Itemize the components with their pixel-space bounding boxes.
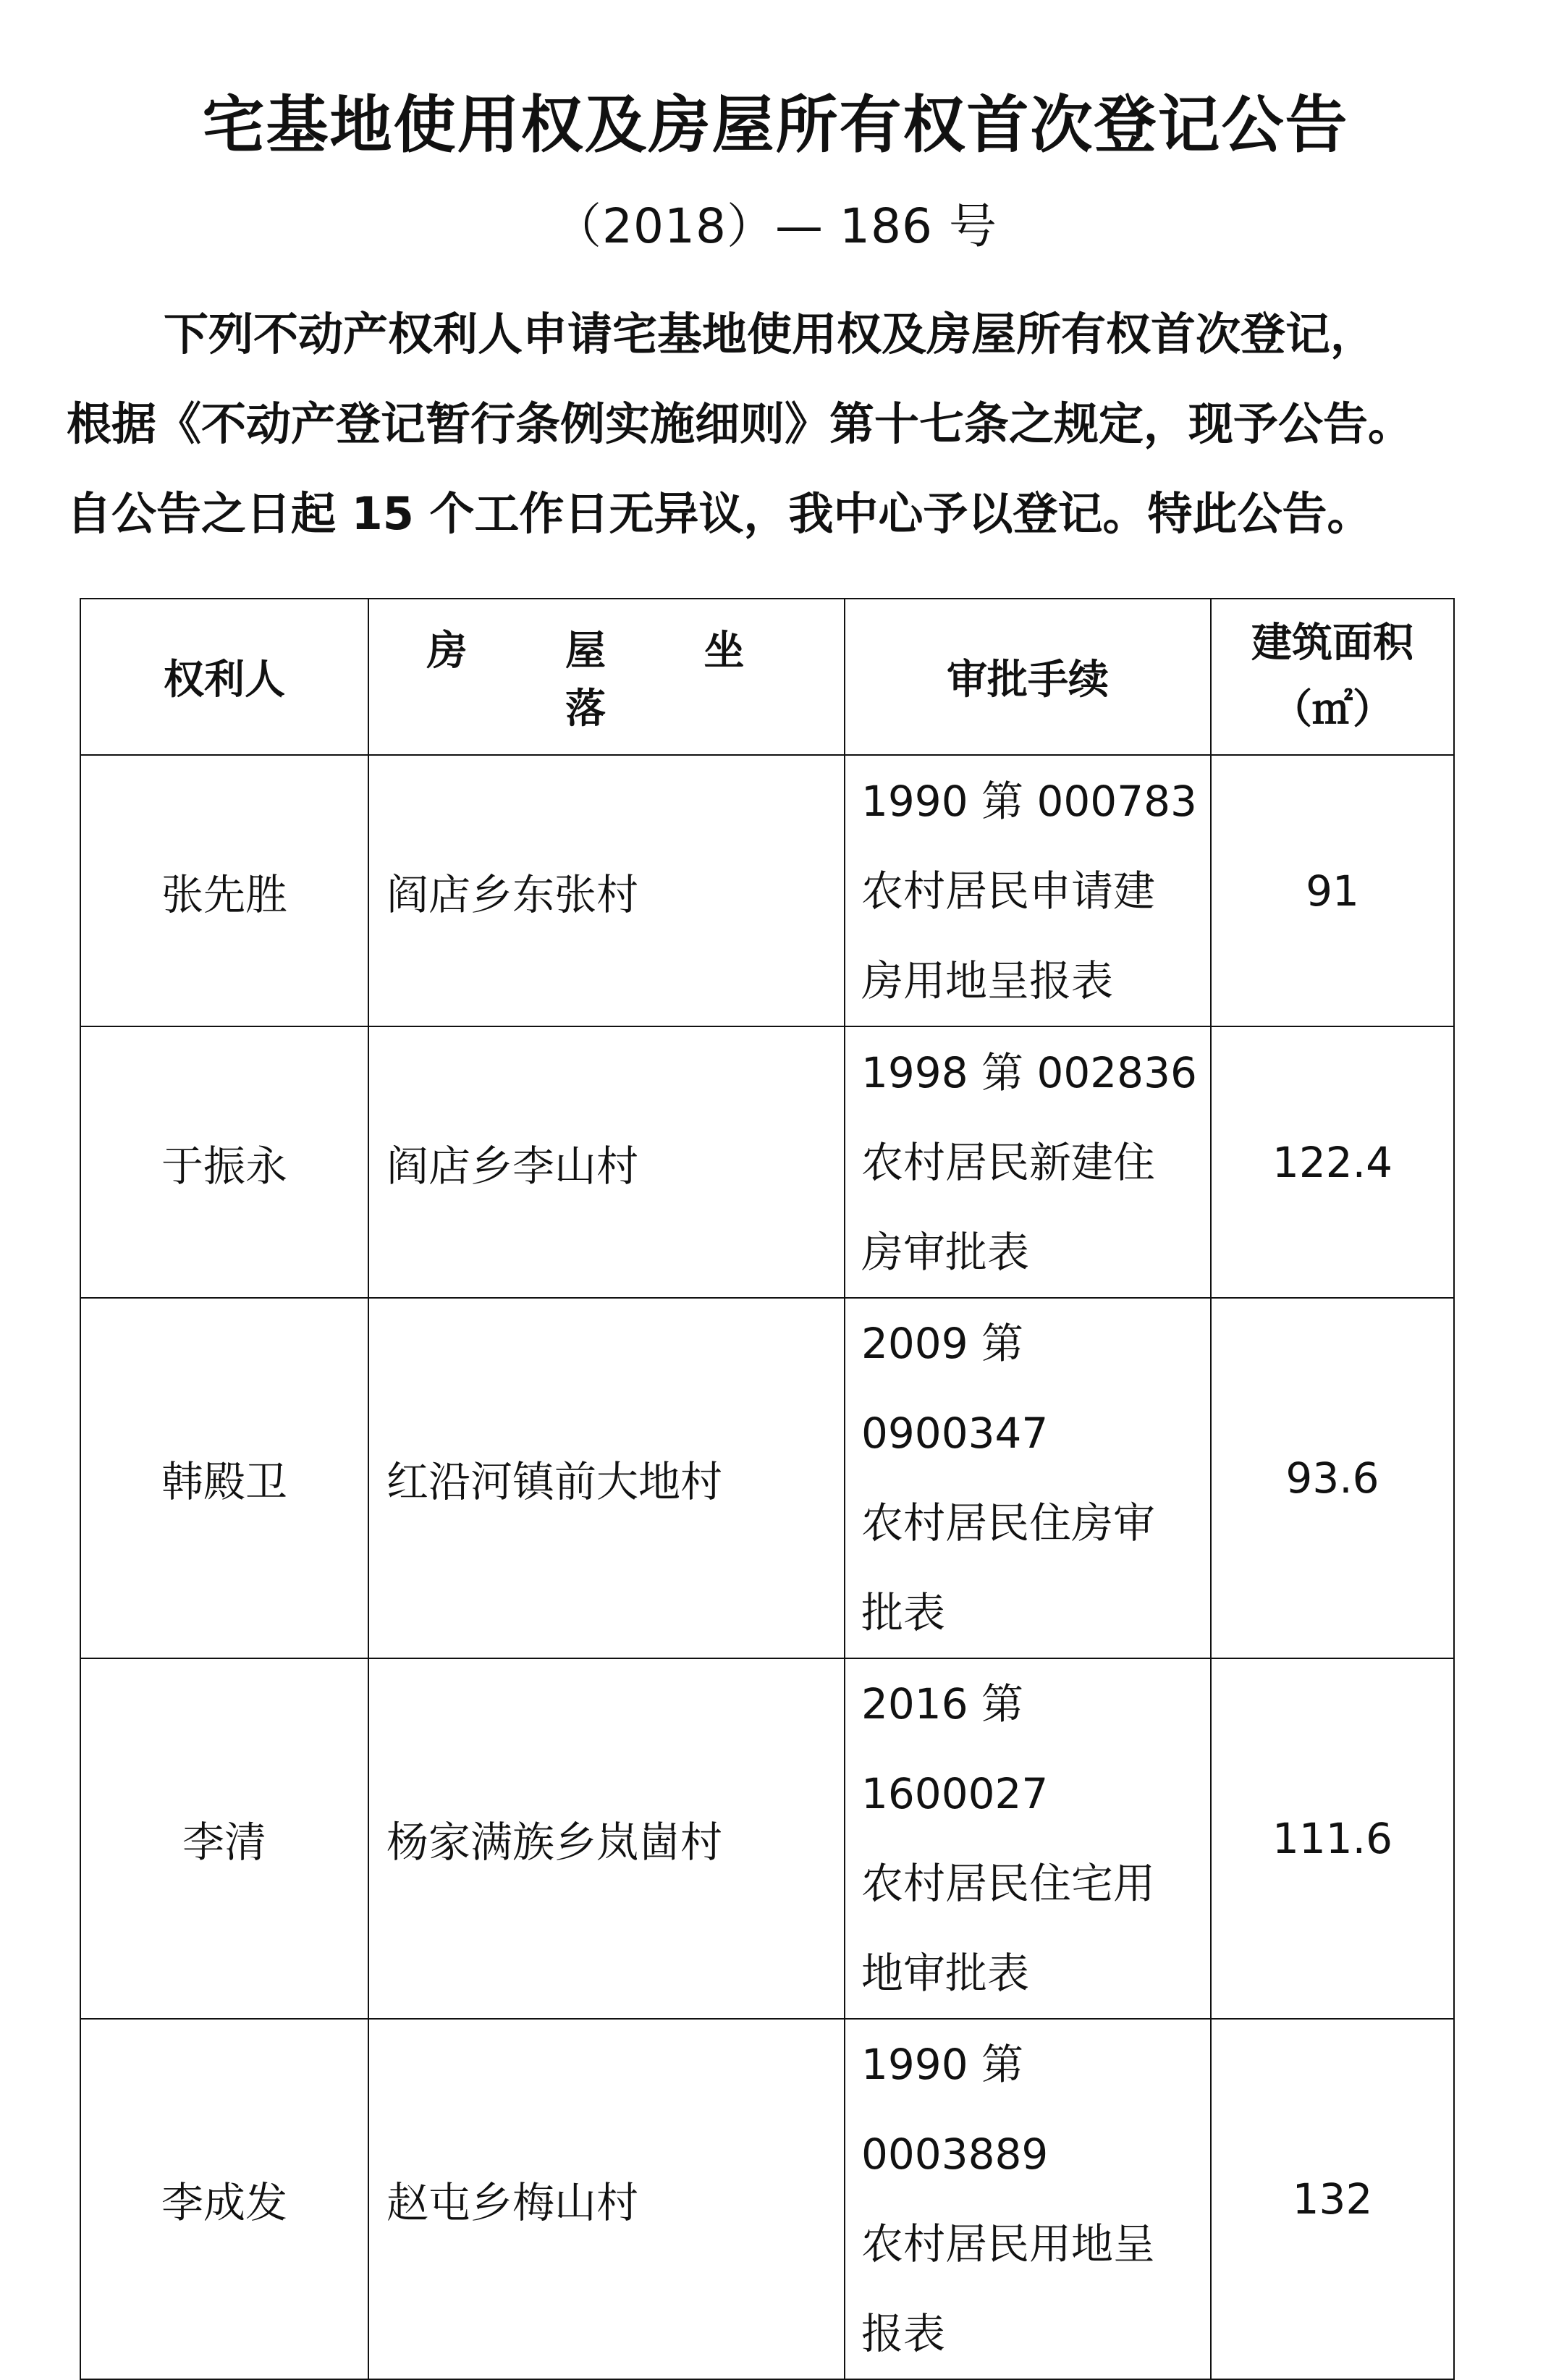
approval-line: 农村居民住宅用 [861, 1859, 1156, 1908]
cell-approval [845, 1658, 1211, 2019]
announcement-body [67, 290, 1485, 559]
cell-area: 111.6 [1211, 1658, 1454, 2019]
header-address-label: 房 屋 坐 落 [426, 628, 787, 733]
approval-line: 1990 第 000783 [861, 776, 1197, 826]
approval-line: 2016 第 1600027 [861, 1679, 1049, 1818]
body-line: 根据《不动产登记暂行条例实施细则》第十七条之规定，现予公告。 [67, 397, 1413, 450]
cell-area: 93.6 [1211, 1298, 1454, 1658]
body-line: 下列不动产权利人申请宅基地使用权及房屋所有权首次登记， [164, 308, 1376, 360]
cell-area: 132 [1211, 2019, 1454, 2379]
body-line: 自公告之日起 15 个工作日无异议，我中心予以登记。特此公告。 [67, 487, 1372, 540]
approval-line: 农村居民新建住 [861, 1137, 1156, 1187]
approval-line: 农村居民住房审 [861, 1498, 1156, 1548]
header-owner: 权利人 [80, 599, 368, 755]
cell-area: 122.4 [1211, 1026, 1454, 1298]
header-area-unit: （㎡） [1272, 686, 1393, 733]
approval-line: 1998 第 002836 [861, 1047, 1197, 1097]
header-area-label: 建筑面积 [1251, 620, 1413, 667]
approval-line: 批表 [861, 1588, 946, 1637]
approval-line: 1990 第 0003889 [861, 2040, 1049, 2179]
cell-address: 赵屯乡梅山村 [368, 2019, 845, 2379]
header-approval: 审批手续 [845, 599, 1211, 755]
approval-line: 房审批表 [861, 1227, 1030, 1277]
table-row [80, 1658, 1454, 2019]
cell-address: 阎店乡东张村 [368, 755, 845, 1026]
cell-owner: 张先胜 [80, 755, 368, 1026]
table-header-row [80, 599, 1454, 755]
table-row [80, 755, 1454, 1026]
cell-owner: 韩殿卫 [80, 1298, 368, 1658]
header-address [368, 599, 845, 755]
page-title: 宅基地使用权及房屋所有权首次登记公告 [202, 89, 1349, 161]
table-row [80, 1298, 1454, 1658]
document-number: （2018）— 186 号 [554, 198, 997, 254]
table-row [80, 2019, 1454, 2379]
cell-owner: 于振永 [80, 1026, 368, 1298]
cell-area: 91 [1211, 755, 1454, 1026]
approval-line: 农村居民用地呈 [861, 2219, 1156, 2269]
approval-line: 报表 [861, 2309, 946, 2358]
approval-line: 地审批表 [861, 1949, 1030, 1998]
cell-approval [845, 1298, 1211, 1658]
cell-owner: 李成发 [80, 2019, 368, 2379]
registration-table [80, 598, 1455, 2380]
cell-address: 杨家满族乡岚崮村 [368, 1658, 845, 2019]
approval-line: 2009 第 0900347 [861, 1319, 1049, 1458]
header-area [1211, 599, 1454, 755]
cell-approval [845, 755, 1211, 1026]
cell-owner: 李清 [80, 1658, 368, 2019]
cell-address: 红沿河镇前大地村 [368, 1298, 845, 1658]
approval-line: 房用地呈报表 [861, 955, 1114, 1005]
table-row [80, 1026, 1454, 1298]
cell-address: 阎店乡李山村 [368, 1026, 845, 1298]
cell-approval [845, 2019, 1211, 2379]
cell-approval [845, 1026, 1211, 1298]
approval-line: 农村居民申请建 [861, 866, 1156, 916]
